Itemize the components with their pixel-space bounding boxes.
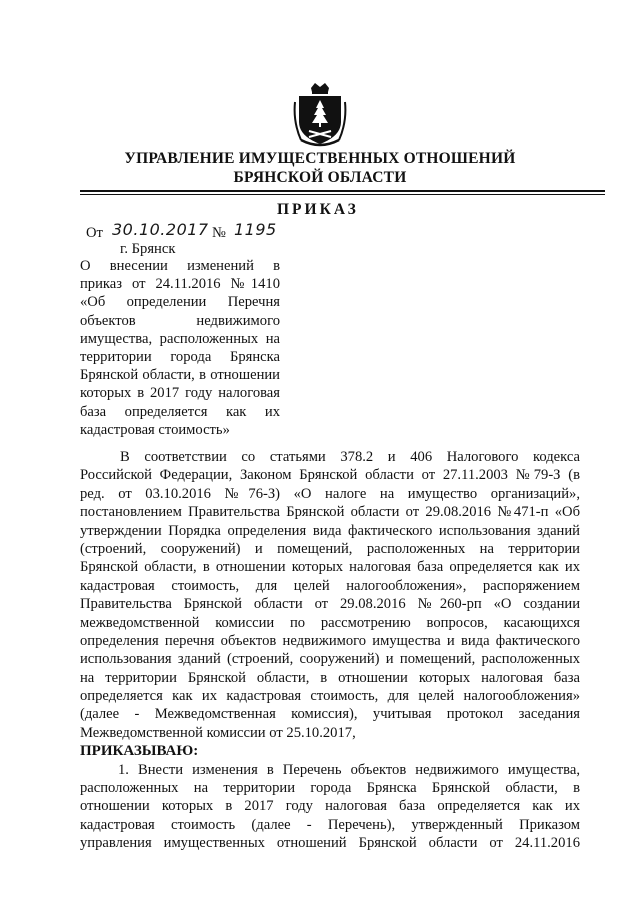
body-line: расположенных на территории города Брянска Брянской области, в <box>80 780 580 797</box>
handwritten-date: 30.10.2017 <box>112 220 209 239</box>
body-line: использования зданий (строений, сооружений) и помещений, расположенных <box>80 651 580 668</box>
body-line: отношении которых в 2017 году налоговая база определяется как их <box>80 798 580 815</box>
body-line: на территории Брянской области, в отношении которых налоговая база <box>80 669 580 686</box>
body-line: (строений, сооружений) и помещений, расположенных на территории <box>80 540 580 557</box>
handwritten-number: 1195 <box>234 220 277 239</box>
bryansk-coat-of-arms-icon <box>291 82 349 148</box>
order-subject <box>80 257 280 439</box>
subject-line: имущества, расположенных на <box>80 330 280 347</box>
subject-line: Брянской области, в отношении <box>80 367 280 384</box>
org-name-line2: БРЯНСКОЙ ОБЛАСТИ <box>233 169 407 186</box>
body-line: кадастровая стоимость (далее - Перечень), утвержденный Приказом <box>80 816 580 833</box>
body-line: межведомственной комиссии по рассмотрению вопросов, касающихся <box>80 614 580 631</box>
city-label: г. Брянск <box>120 241 176 257</box>
subject-line: «Об определении Перечня <box>80 294 280 311</box>
subject-line: объектов недвижимого <box>80 312 280 329</box>
body-line: определения перечня объектов недвижимого имущества и вида фактического <box>80 632 580 649</box>
body-line: 1. Внести изменения в Перечень объектов недвижимого имущества, <box>118 761 580 778</box>
date-prefix: От <box>86 225 103 241</box>
order-body <box>80 448 580 853</box>
body-line: Межведомственной комиссии от 25.10.2017, <box>80 724 356 741</box>
body-line: постановлением Правительства Брянской области от 29.08.2016 №471-п «Об <box>80 504 580 521</box>
number-prefix: № <box>212 225 226 241</box>
header-divider-thick <box>80 190 605 192</box>
subject-line: приказ от 24.11.2016 №1410 <box>80 276 280 293</box>
body-line: определяется как их кадастровая стоимость, для целей налогообложения» <box>80 688 580 705</box>
body-line: В соответствии со статьями 378.2 и 406 Налогового кодекса <box>120 449 580 465</box>
subject-line: О внесении изменений в <box>80 258 280 274</box>
subject-line: которых в 2017 году налоговая <box>80 385 280 402</box>
document-type-title: ПРИКАЗ <box>277 201 359 218</box>
body-line: Брянской области, в отношении которых налоговая база определяется как их <box>80 559 580 576</box>
header-divider-thin <box>80 194 605 195</box>
subject-line: кадастровая стоимость» <box>80 421 230 438</box>
body-line: утверждении Порядка определения вида фактического использования зданий <box>80 522 580 539</box>
body-line: управления имущественных отношений Брянской области от 24.11.2016 <box>80 835 580 852</box>
order-directive-heading: ПРИКАЗЫВАЮ: <box>80 743 199 760</box>
body-line: ред. от 03.10.2016 №76-З) «О налоге на имущество организаций», <box>80 485 580 502</box>
org-name-line1: УПРАВЛЕНИЕ ИМУЩЕСТВЕННЫХ ОТНОШЕНИЙ <box>124 150 516 167</box>
body-line: кадастровая стоимость, для целей налогообложения», распоряжением <box>80 577 580 594</box>
subject-line: территории города Брянска <box>80 348 280 365</box>
body-line: Правительства Брянской области от 29.08.2016 №260-рп «О создании <box>80 596 580 613</box>
body-line: Российской Федерации, Законом Брянской области от 27.11.2003 №79-З (в <box>80 467 580 484</box>
subject-line: база определяется как их <box>80 403 280 420</box>
body-line: (далее - Межведомственная комиссия), учитывая протокол заседания <box>80 706 580 723</box>
